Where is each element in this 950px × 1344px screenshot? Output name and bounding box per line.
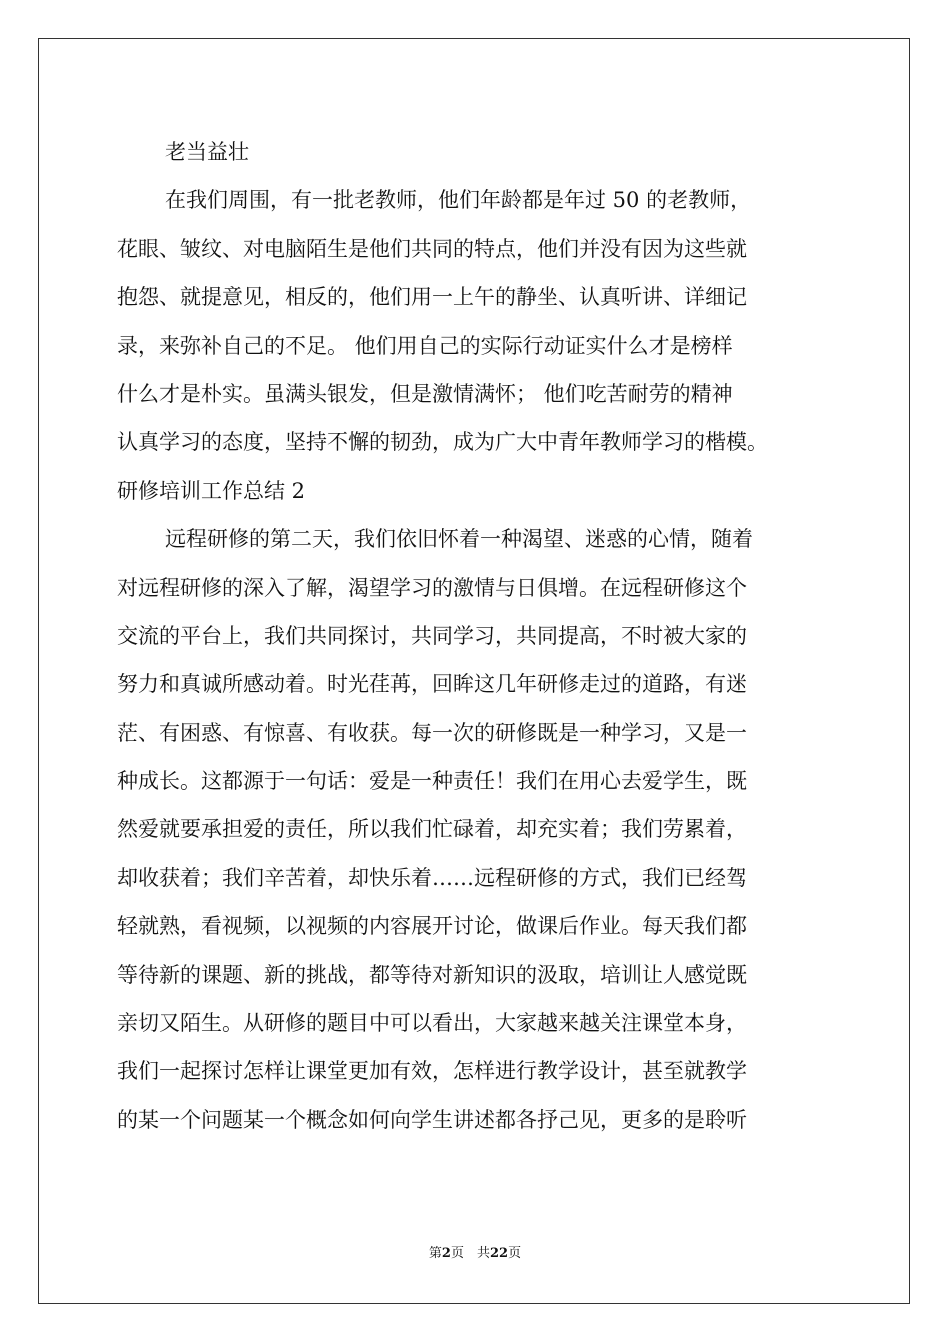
- text-line: 却收获着；我们辛苦着，却快乐着……远程研修的方式，我们已经驾: [117, 865, 747, 890]
- text-line: 亲切又陌生。从研修的题目中可以看出，大家越来越关注课堂本身，: [117, 1011, 747, 1036]
- text-line: 然爱就要承担爱的责任，所以我们忙碌着，却充实着；我们劳累着，: [117, 817, 747, 842]
- text-line: 努力和真诚所感动着。时光荏苒，回眸这几年研修走过的道路，有迷: [117, 672, 747, 697]
- paragraph: [117, 128, 847, 176]
- text-line: 我们一起探讨怎样让课堂更加有效，怎样进行教学设计，甚至就教学: [117, 1059, 747, 1084]
- footer-suffix: 页: [508, 1246, 522, 1261]
- footer-total-pages: 22: [489, 1246, 509, 1261]
- text-line: 的某一个问题某一个概念如何向学生讲述都各抒己见，更多的是聆听: [117, 1107, 747, 1132]
- text-line: 在我们周围，有一批老教师，他们年龄都是年过 50 的老教师，: [165, 188, 752, 213]
- text-line: 茫、有困惑、有惊喜、有收获。每一次的研修既是一种学习，又是一: [117, 720, 747, 745]
- paragraph: [117, 176, 847, 466]
- text-line: 远程研修的第二天，我们依旧怀着一种渴望、迷惑的心情，随着: [165, 527, 753, 552]
- text-line: 认真学习的态度，坚持不懈的韧劲，成为广大中青年教师学习的楷模。: [117, 430, 768, 455]
- text-line: 种成长。这都源于一句话：爱是一种责任！我们在用心去爱学生，既: [117, 769, 747, 794]
- text-line: 花眼、皱纹、对电脑陌生是他们共同的特点，他们并没有因为这些就: [117, 236, 747, 261]
- text-line: 老当益壮: [165, 140, 249, 164]
- text-line: 录，来弥补自己的不足。 他们用自己的实际行动证实什么才是榜样: [117, 333, 733, 358]
- text-line: 轻就熟，看视频，以视频的内容展开讨论，做课后作业。每天我们都: [117, 914, 747, 939]
- footer-mid: 页 共: [450, 1246, 490, 1261]
- paragraph: [117, 467, 847, 515]
- footer-prefix: 第: [428, 1246, 442, 1261]
- text-line: 等待新的课题、新的挑战，都等待对新知识的汲取，培训让人感觉既: [117, 962, 747, 987]
- document-body: [117, 128, 847, 1144]
- page-footer: [0, 1242, 950, 1261]
- text-line: 什么才是朴实。虽满头银发，但是激情满怀； 他们吃苦耐劳的精神: [117, 381, 733, 406]
- text-line: 对远程研修的深入了解，渴望学习的激情与日俱增。在远程研修这个: [117, 575, 747, 600]
- text-line: 交流的平台上，我们共同探讨，共同学习，共同提高，不时被大家的: [117, 623, 747, 648]
- footer-page-number: 2: [441, 1246, 451, 1261]
- text-line: 研修培训工作总结 2: [117, 478, 306, 503]
- text-line: 抱怨、就提意见，相反的，他们用一上午的静坐、认真听讲、详细记: [117, 285, 747, 310]
- paragraph: [117, 515, 847, 1144]
